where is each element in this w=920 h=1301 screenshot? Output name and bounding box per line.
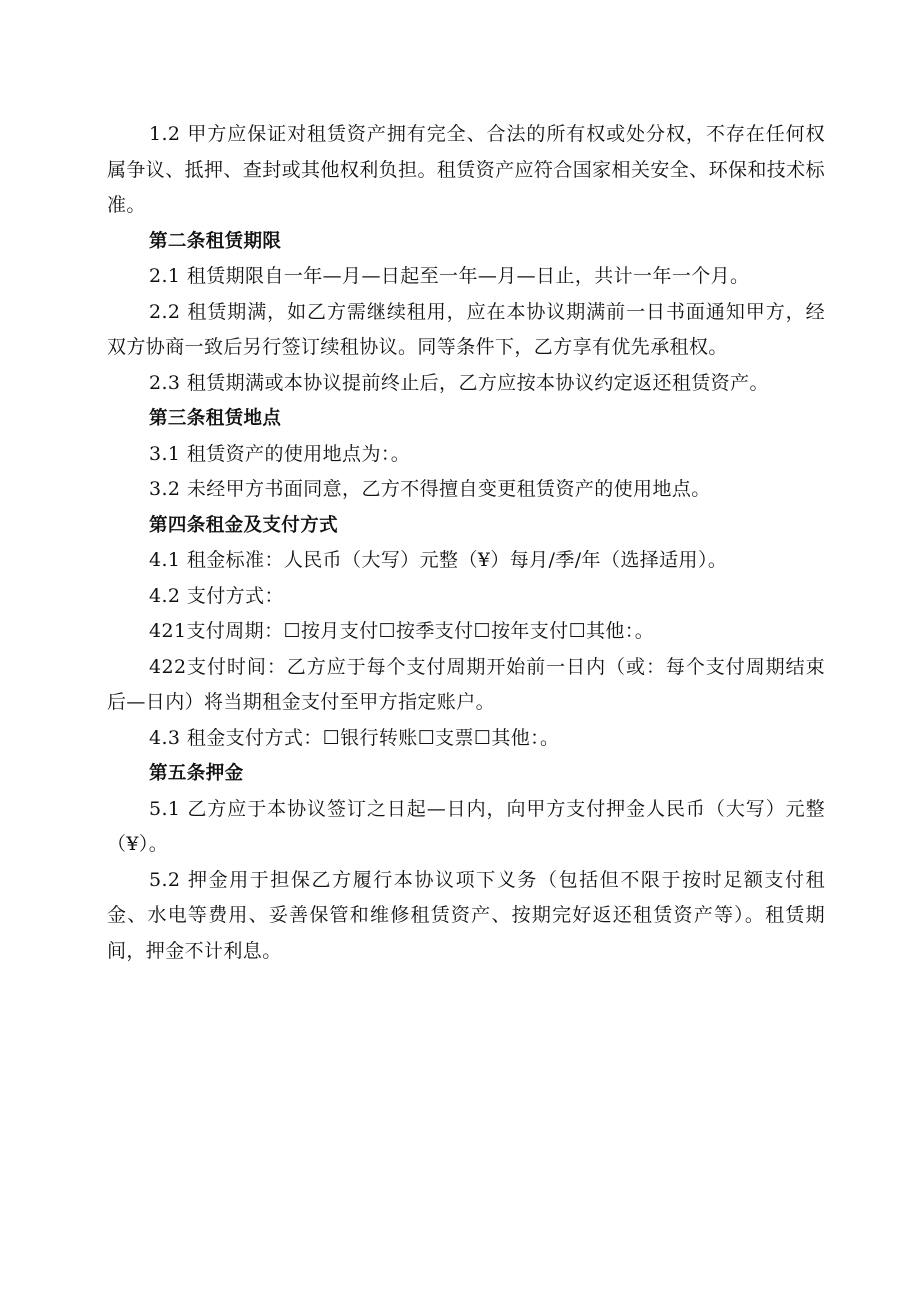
clause-2-3: 2.3 租赁期满或本协议提前终止后，乙方应按本协议约定返还租赁资产。 bbox=[149, 371, 769, 394]
section-heading-5: 第五条押金 bbox=[149, 763, 244, 784]
clause-2-1: 2.1 租赁期限自一年—月—日起至一年—月—日止，共计一年一个月。 bbox=[149, 265, 750, 287]
clause-4-1: 4.1 租金标准：人民币（大写）元整（¥）每月/季/年（选择适用）。 bbox=[149, 549, 728, 571]
clause-4-3: 4.3 租金支付方式：☐银行转账☐支票☐其他：。 bbox=[149, 726, 560, 749]
clause-5-1: 5.1 乙方应于本协议签订之日起—日内，向甲方支付押金人民币（大写）元整（¥）。 bbox=[107, 797, 825, 855]
section-heading-3: 第三条租赁地点 bbox=[149, 408, 282, 429]
clause-4-2: 4.2 支付方式： bbox=[149, 584, 284, 607]
section-heading-2: 第二条租赁期限 bbox=[149, 230, 282, 252]
clause-4-2-1: 421支付周期：☐按月支付☐按季支付☐按年支付☐其他：。 bbox=[149, 620, 655, 642]
clause-4-2-2: 422支付时间：乙方应于每个支付周期开始前一日内（或：每个支付周期结束后—日内）将当期租金支付至甲方指定账户。 bbox=[107, 655, 825, 713]
clause-2-2: 2.2 租赁期满，如乙方需继续租用，应在本协议期满前一日书面通知甲方，经双方协商一致后另行签订续租协议。同等条件下，乙方享有优先承租权。 bbox=[107, 300, 825, 358]
document-body bbox=[107, 117, 825, 969]
clause-3-2: 3.2 未经甲方书面同意，乙方不得擅自变更租赁资产的使用地点。 bbox=[149, 478, 711, 500]
clause-5-2: 5.2 押金用于担保乙方履行本协议项下义务（包括但不限于按时足额支付租金、水电等费用、妥善保管和维修租赁资产、按期完好返还租赁资产等）。租赁期间，押金不计利息。 bbox=[107, 868, 825, 962]
clause-1-2: 1.2 甲方应保证对租赁资产拥有完全、合法的所有权或处分权，不存在任何权属争议、抵押、查封或其他权利负担。租赁资产应符合国家相关安全、环保和技术标准。 bbox=[107, 123, 825, 216]
clause-3-1: 3.1 租赁资产的使用地点为：。 bbox=[149, 442, 411, 465]
section-heading-4: 第四条租金及支付方式 bbox=[149, 514, 339, 536]
